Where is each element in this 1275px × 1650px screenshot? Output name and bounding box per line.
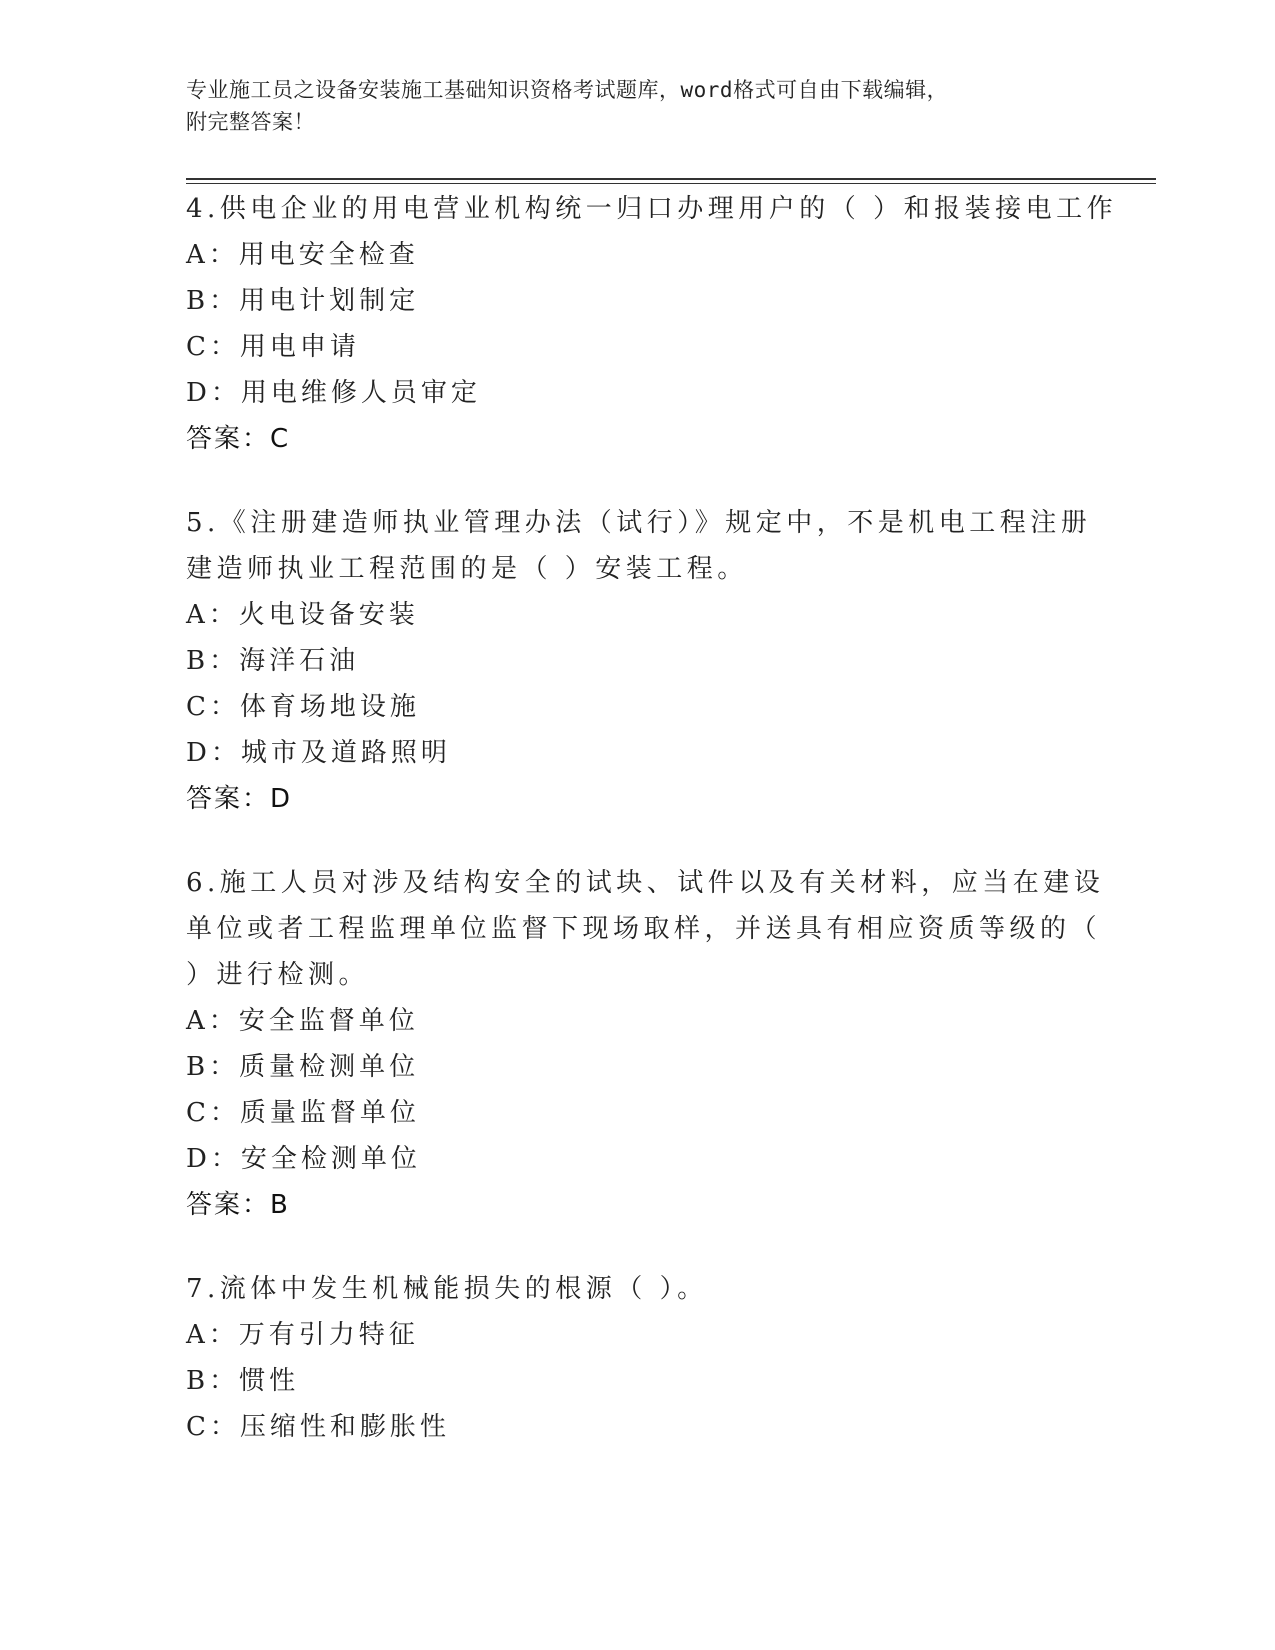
question-item: [186, 1266, 1086, 1450]
question-item: [186, 186, 1118, 462]
option-c: C：压缩性和膨胀性: [186, 1412, 450, 1442]
question-stem-line: 6.施工人员对涉及结构安全的试块、试件以及有关材料，应当在建设: [186, 868, 1105, 898]
option-b: B：海洋石油: [186, 646, 360, 676]
option-d: D：安全检测单位: [186, 1144, 421, 1174]
question-stem-line: 7.流体中发生机械能损失的根源（ ）。: [186, 1274, 708, 1304]
header-line-2: 附完整答案！: [186, 110, 315, 134]
option-a: A：万有引力特征: [186, 1320, 419, 1350]
question-stem-line: 5.《注册建造师执业管理办法（试行）》规定中，不是机电工程注册: [186, 508, 1092, 538]
question-stem: [186, 186, 1118, 232]
option-d: D：用电维修人员审定: [186, 378, 481, 408]
option-a: A：用电安全检查: [186, 240, 419, 270]
question-stem-line: 4.供电企业的用电营业机构统一归口办理用户的（ ）和报装接电工作: [186, 194, 1118, 224]
option-a: A：安全监督单位: [186, 1006, 419, 1036]
question-stem: [186, 1266, 1086, 1312]
question-item: [186, 860, 1105, 1228]
option-c: C：体育场地设施: [186, 692, 420, 722]
answer-line: 答案：C: [186, 424, 291, 454]
option-b: B：惯性: [186, 1366, 300, 1396]
question-item: [186, 500, 1092, 822]
option-b: B：质量检测单位: [186, 1052, 420, 1082]
option-d: D：城市及道路照明: [186, 738, 451, 768]
answer-line: 答案：B: [186, 1190, 290, 1220]
question-stem: [186, 860, 1105, 998]
document-header: [186, 74, 1066, 138]
option-c: C：用电申请: [186, 332, 360, 362]
question-stem-line: 单位或者工程监理单位监督下现场取样，并送具有相应资质等级的（: [186, 914, 1102, 944]
question-list: [186, 186, 1118, 1488]
header-line-1: 专业施工员之设备安装施工基础知识资格考试题库，word格式可自由下载编辑，: [186, 78, 949, 102]
question-stem-line: 建造师执业工程范围的是（ ）安装工程。: [186, 554, 748, 584]
header-divider: [186, 178, 1156, 180]
question-stem-line: ）进行检测。: [186, 960, 370, 990]
option-a: A：火电设备安装: [186, 600, 419, 630]
option-b: B：用电计划制定: [186, 286, 420, 316]
question-stem: [186, 500, 1092, 592]
header-divider-thin: [186, 183, 1156, 184]
answer-line: 答案：D: [186, 784, 293, 814]
option-c: C：质量监督单位: [186, 1098, 420, 1128]
